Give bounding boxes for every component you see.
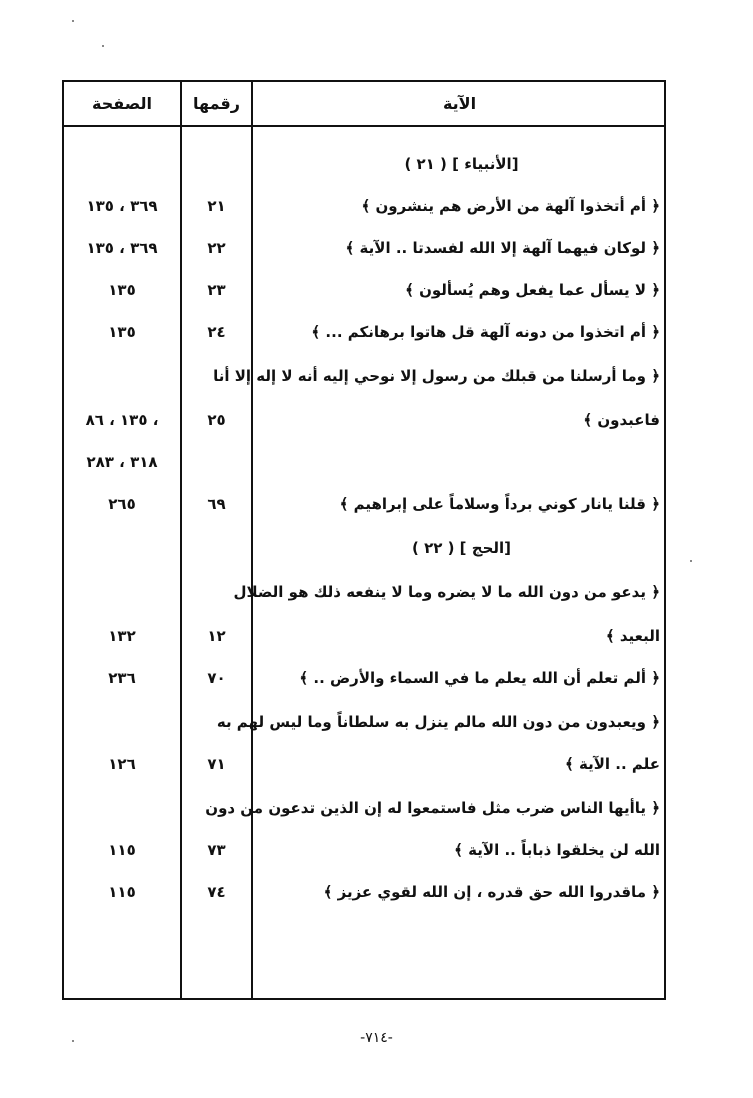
surah-heading: [الأنبياء ] ( ٢١ ) [404, 155, 519, 173]
page-reference: ١٣٢ [108, 627, 136, 645]
ayah-text: ﴿ وما أرسلنا من قبلك من رسول إلا نوحي إليه أنه لا إله إلا أنا [213, 367, 660, 385]
scan-dot [72, 20, 74, 22]
ayah-number [182, 788, 251, 828]
ayah-text: فاعبدون ﴾ [583, 411, 660, 429]
table-row [64, 484, 668, 524]
page-reference [64, 356, 180, 396]
ayah-number [182, 528, 251, 568]
page-reference: ٣٦٩ ، ١٣٥ [86, 197, 158, 215]
page-reference: ٢٣٦ [108, 669, 136, 687]
ayah-number: ٢٢ [207, 239, 226, 257]
page-reference [64, 528, 180, 568]
table-row [64, 356, 668, 396]
page-reference [64, 572, 180, 612]
page-reference: ، ١٣٥ ، ٨٦ [85, 411, 159, 429]
ayah-number [182, 702, 251, 742]
header-page: الصفحة [91, 94, 152, 113]
ayah-number [182, 144, 251, 184]
ayah-text: ﴿ يدعو من دون الله ما لا يضره وما لا ينفعه ذلك هو الضلال [233, 583, 660, 601]
table-row [64, 702, 668, 742]
page-reference: ٢٦٥ [108, 495, 136, 513]
ayah-text: ﴿ لوكان فيهما آلهة إلا الله لفسدتا .. الآية ﴾ [345, 239, 660, 257]
ayah-number: ٧٤ [207, 883, 226, 901]
table-row [64, 442, 668, 482]
scan-dot [102, 45, 104, 47]
table-row [64, 788, 668, 828]
table-row [64, 616, 668, 656]
table-row [64, 228, 668, 268]
page-reference: ١٢٦ [108, 755, 136, 773]
ayah-text: ﴿ ياأيها الناس ضرب مثل فاستمعوا له إن الذين تدعون من دون [205, 799, 660, 817]
ayah-text: ﴿ لا يسأل عما يفعل وهم يُسألون ﴾ [405, 281, 660, 299]
table-row [64, 658, 668, 698]
ayah-text: ﴿ ماقدروا الله حق قدره ، إن الله لقوي عزيز ﴾ [323, 883, 660, 901]
table-row [64, 312, 668, 352]
ayah-number: ٧٠ [207, 669, 226, 687]
page-reference: ٣٦٩ ، ١٣٥ [86, 239, 158, 257]
scan-dot [690, 560, 692, 562]
header-number: رقمها [193, 94, 240, 113]
ayah-text: ﴿ أم اتخذوا من دونه آلهة قل هاتوا برهانكم ... ﴾ [311, 323, 660, 341]
surah-heading: [الحج ] ( ٢٢ ) [411, 539, 512, 557]
table-row [64, 872, 668, 912]
ayah-number: ٢٥ [207, 411, 226, 429]
page-reference: ١٣٥ [108, 323, 136, 341]
ayah-number: ٦٩ [207, 495, 226, 513]
ayah-number [182, 572, 251, 612]
table-row [64, 400, 668, 440]
page-reference: ١١٥ [108, 883, 136, 901]
index-table [62, 80, 666, 1000]
ayah-number: ١٢ [207, 627, 226, 645]
ayah-number: ٢٤ [207, 323, 226, 341]
page-reference: ١٣٥ [108, 281, 136, 299]
page-reference: ٣١٨ ، ٢٨٣ [86, 453, 158, 471]
scan-dot [72, 1040, 74, 1042]
table-row [64, 528, 668, 568]
ayah-number [182, 442, 251, 482]
ayah-number: ٧١ [207, 755, 226, 773]
ayah-text [255, 442, 660, 482]
table-row [64, 186, 668, 226]
ayah-text: البعيد ﴾ [605, 627, 660, 645]
header-ayah: الآية [442, 94, 477, 113]
page-reference [64, 788, 180, 828]
table-row [64, 572, 668, 612]
page-reference: ١١٥ [108, 841, 136, 859]
page-reference [64, 144, 180, 184]
page-reference [64, 702, 180, 742]
header-divider [64, 125, 664, 127]
ayah-text: ﴿ أم أتخذوا آلهة من الأرض هم ينشرون ﴾ [361, 197, 660, 215]
ayah-number [182, 356, 251, 396]
ayah-text: ﴿ ألم تعلم أن الله يعلم ما في السماء والأرض .. ﴾ [299, 669, 660, 687]
ayah-text: الله لن يخلقوا ذباباً .. الآية ﴾ [454, 841, 660, 859]
table-row [64, 144, 668, 184]
table-row [64, 270, 668, 310]
table-row [64, 830, 668, 870]
table-row [64, 744, 668, 784]
ayah-number: ٢١ [207, 197, 226, 215]
ayah-text: علم .. الآية ﴾ [564, 755, 660, 773]
ayah-number: ٧٣ [207, 841, 226, 859]
ayah-text: ﴿ ويعبدون من دون الله مالم ينزل به سلطاناً وما ليس لهم به [216, 713, 660, 731]
ayah-text: ﴿ قلنا يانار كوني برداً وسلاماً على إبراهيم ﴾ [339, 495, 660, 513]
page-number: -٧١٤- [360, 1030, 393, 1046]
ayah-number: ٢٣ [207, 281, 226, 299]
